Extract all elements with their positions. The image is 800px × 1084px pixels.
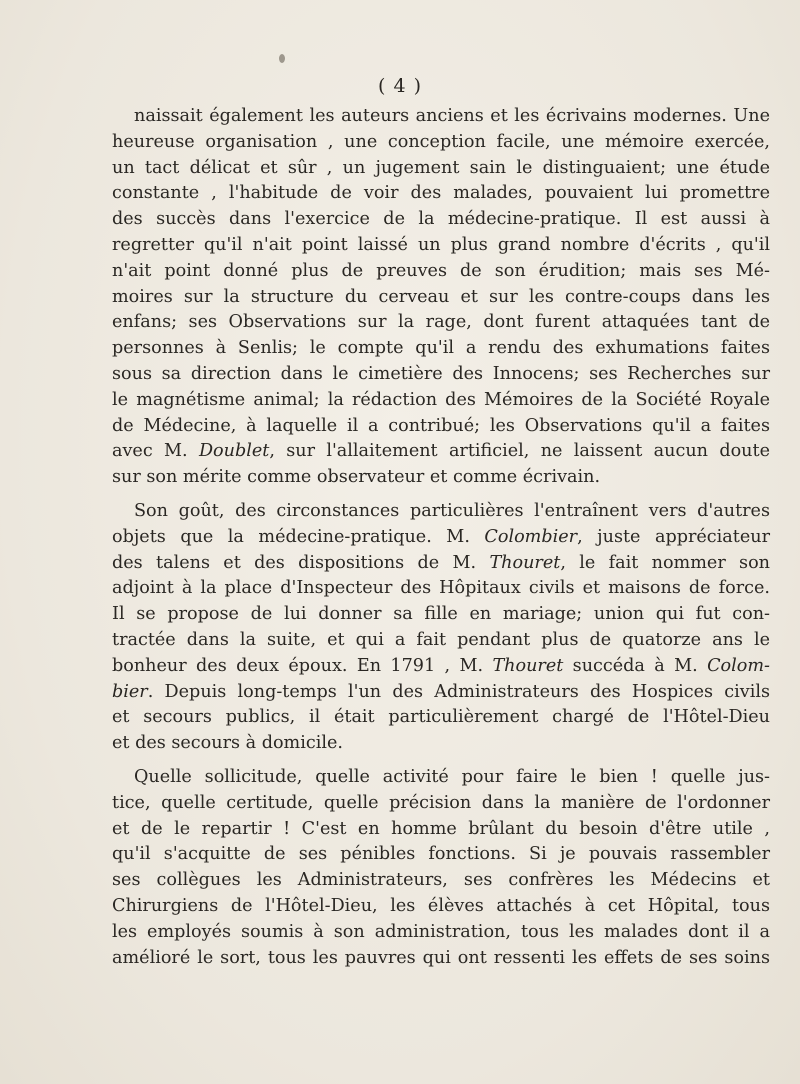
text-line bbox=[112, 233, 770, 259]
text-line bbox=[112, 654, 770, 680]
italic-name: Thouret bbox=[492, 655, 564, 676]
text-line bbox=[112, 680, 770, 706]
text-segment: enfans; ses Observations sur la rage, dont furent attaquées tant de bbox=[112, 312, 770, 333]
italic-name: bier bbox=[112, 681, 148, 702]
text-segment: , sur l'allaitement artificiel, ne laissent aucun doute bbox=[269, 441, 770, 462]
text-segment: qu'il s'acquitte de ses pénibles fonctions. Si je pouvais rassembler bbox=[112, 844, 770, 865]
text-line bbox=[112, 628, 770, 654]
paragraph-2 bbox=[112, 499, 770, 765]
text-segment: Il se propose de lui donner sa fille en mariage; union qui fut con- bbox=[112, 604, 770, 625]
text-segment: tice, quelle certitude, quelle précision dans la manière de l'ordonner bbox=[112, 792, 770, 813]
text-segment: et secours publics, il était particulièrement chargé de l'Hôtel-Dieu bbox=[112, 707, 770, 728]
text-line bbox=[112, 207, 770, 233]
text-segment: n'ait point donné plus de preuves de son érudition; mais ses Mé- bbox=[112, 260, 770, 281]
text-segment: avec M. bbox=[112, 441, 199, 462]
text-segment: amélioré le sort, tous les pauvres qui ont ressenti les effets de ses soins bbox=[112, 947, 770, 968]
text-line bbox=[112, 465, 770, 491]
text-line bbox=[112, 362, 770, 388]
text-line bbox=[112, 705, 770, 731]
text-segment: objets que la médecine-pratique. M. bbox=[112, 526, 485, 547]
text-line bbox=[112, 868, 770, 894]
text-line bbox=[112, 156, 770, 182]
text-line bbox=[112, 817, 770, 843]
text-segment: bonheur des deux époux. En 1791 , M. bbox=[112, 655, 493, 676]
text-segment: et des secours à domicile. bbox=[112, 733, 343, 754]
text-line bbox=[112, 285, 770, 311]
text-line bbox=[112, 525, 770, 551]
text-line bbox=[112, 259, 770, 285]
text-line bbox=[112, 791, 770, 817]
text-segment: heureuse organisation , une conception facile, une mémoire exercée, bbox=[112, 131, 770, 152]
italic-name: Doublet bbox=[198, 441, 270, 462]
text-line bbox=[112, 551, 770, 577]
text-segment: le magnétisme animal; la rédaction des Mémoires de la Société Royale bbox=[112, 389, 770, 410]
text-segment: Son goût, des circonstances particulières l'entraînent vers d'autres bbox=[134, 500, 770, 521]
text-line bbox=[112, 130, 770, 156]
text-segment: ses collègues les Administrateurs, ses confrères les Médecins et bbox=[112, 870, 770, 891]
text-segment: constante , l'habitude de voir des malades, pouvaient lui promettre bbox=[112, 183, 770, 204]
text-segment: regretter qu'il n'ait point laissé un plus grand nombre d'écrits , qu'il bbox=[112, 234, 770, 255]
text-line bbox=[112, 894, 770, 920]
italic-name: Colom- bbox=[707, 655, 770, 676]
text-segment: , juste appréciateur bbox=[577, 526, 770, 547]
text-line bbox=[112, 765, 770, 791]
text-line bbox=[112, 576, 770, 602]
text-segment: naissait également les auteurs anciens et les écrivains modernes. Une bbox=[134, 106, 770, 126]
text-line bbox=[112, 336, 770, 362]
text-segment: Chirurgiens de l'Hôtel-Dieu, les élèves attachés à cet Hôpital, tous bbox=[112, 895, 770, 916]
text-segment: les employés soumis à son administration, tous les malades dont il a bbox=[112, 921, 770, 942]
text-segment: tractée dans la suite, et qui a fait pendant plus de quatorze ans le bbox=[112, 629, 770, 650]
paragraph-1 bbox=[112, 104, 770, 499]
text-segment: succéda à M. bbox=[563, 655, 708, 676]
text-segment: sous sa direction dans le cimetière des Innocens; ses Recherches sur bbox=[112, 363, 770, 384]
paragraph-3 bbox=[112, 765, 770, 971]
text-segment: des succès dans l'exercice de la médecine-pratique. Il est aussi à bbox=[112, 209, 770, 230]
ink-spot bbox=[279, 54, 285, 63]
italic-name: Colombier bbox=[484, 526, 578, 547]
text-line bbox=[112, 104, 770, 130]
text-segment: sur son mérite comme observateur et comme écrivain. bbox=[112, 467, 601, 488]
text-segment: un tact délicat et sûr , un jugement sain le distinguaient; une étude bbox=[112, 157, 770, 178]
italic-name: Thouret bbox=[489, 552, 561, 573]
text-segment: Quelle sollicitude, quelle activité pour faire le bien ! quelle jus- bbox=[134, 766, 770, 787]
text-segment: adjoint à la place d'Inspecteur des Hôpitaux civils et maisons de force. bbox=[112, 578, 770, 599]
paragraph-gap bbox=[112, 757, 770, 765]
text-line bbox=[112, 602, 770, 628]
text-line bbox=[112, 920, 770, 946]
text-segment: personnes à Senlis; le compte qu'il a rendu des exhumations faites bbox=[112, 338, 770, 359]
text-line bbox=[112, 946, 770, 972]
text-line bbox=[112, 842, 770, 868]
text-segment: et de le repartir ! C'est en homme brûlant du besoin d'être utile , bbox=[112, 818, 770, 839]
page-number: ( 4 ) bbox=[378, 75, 422, 97]
text-line bbox=[112, 310, 770, 336]
paragraph-gap bbox=[112, 491, 770, 499]
text-line bbox=[112, 499, 770, 525]
text-segment: . Depuis long-temps l'un des Administrateurs des Hospices civils bbox=[147, 681, 770, 702]
text-segment: des talens et des dispositions de M. bbox=[112, 552, 490, 573]
text-line bbox=[112, 414, 770, 440]
text-segment: moires sur la structure du cerveau et sur les contre-coups dans les bbox=[112, 286, 770, 307]
text-line bbox=[112, 439, 770, 465]
text-line bbox=[112, 388, 770, 414]
text-line bbox=[112, 731, 770, 757]
text-segment: , le fait nommer son bbox=[560, 552, 770, 573]
text-segment: de Médecine, à laquelle il a contribué; les Observations qu'il a faites bbox=[112, 415, 770, 436]
body-text bbox=[112, 104, 770, 971]
text-line bbox=[112, 181, 770, 207]
